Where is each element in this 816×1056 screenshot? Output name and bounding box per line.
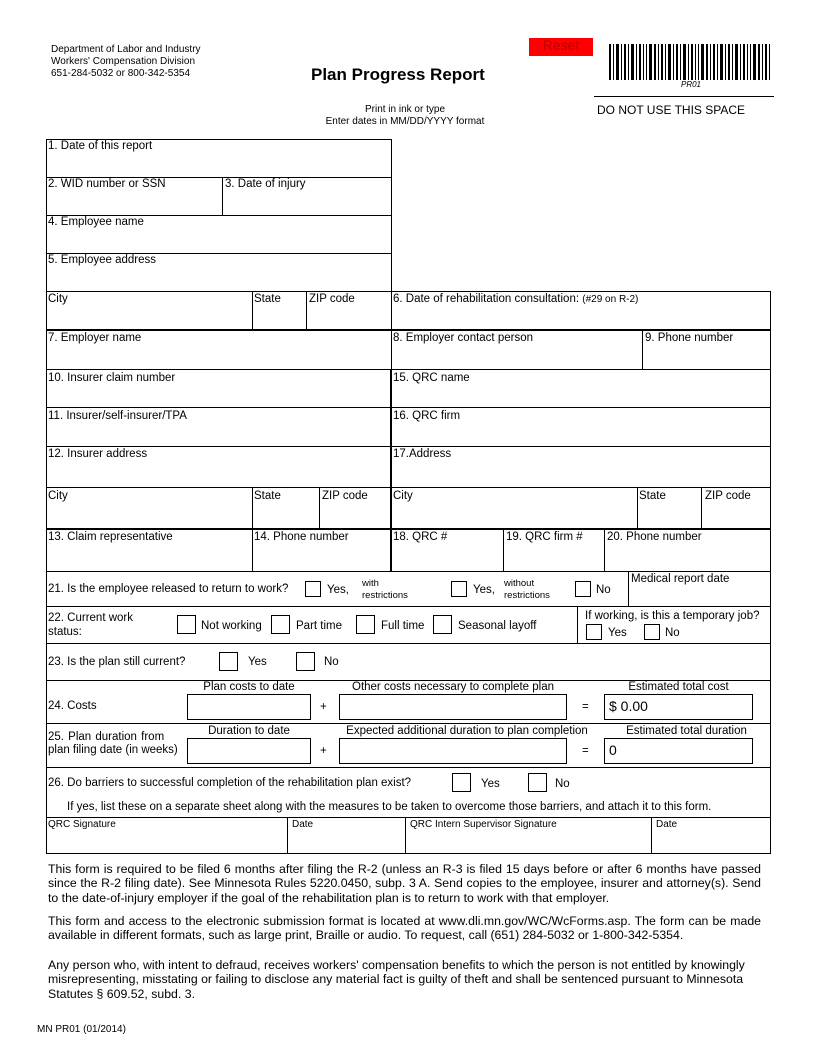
dept-line-1: Department of Labor and Industry	[51, 44, 201, 55]
filing-instructions-paragraph: This form is required to be filed 6 months after filing the R-2 (unless an R-3 is filed 15 days before or after 6 months have passed since the R-2 filing date). See Minnesota Rules 5220.0450, subp. 3 A. Send copies to the employee, insurer and attorney(s). Send to the date-of-injury employer if the goal of the rehabilitation plan is to return to work with that employer.	[48, 862, 761, 905]
intern-supervisor-signature-label: QRC Intern Supervisor Signature	[410, 819, 557, 830]
other-costs-header: Other costs necessary to complete plan	[352, 681, 554, 693]
rehab-consultation-text: 6. Date of rehabilitation consultation:	[393, 293, 580, 305]
dept-line-2: Workers' Compensation Division	[51, 56, 195, 67]
claim-rep-label: 13. Claim representative	[48, 531, 173, 543]
insurer-city-label: City	[48, 490, 68, 502]
q21-with-label: with	[362, 578, 379, 589]
additional-duration-header: Expected additional duration to plan completion	[346, 725, 588, 737]
form-id: MN PR01 (01/2014)	[37, 1024, 126, 1035]
intern-signature-date-label: Date	[656, 819, 678, 830]
rehab-consultation-note: (#29 on R-2)	[582, 294, 639, 305]
q21-yes-without-label: Yes,	[473, 584, 495, 596]
estimated-total-cost-input[interactable]: $ 0.00	[604, 694, 753, 720]
q21-label: 21. Is the employee released to return to work?	[48, 583, 289, 595]
plan-current-no-label: No	[324, 656, 339, 668]
q21-without-restrictions-label: restrictions	[504, 590, 550, 601]
q21-no-checkbox[interactable]	[575, 581, 591, 597]
temp-job-no-checkbox[interactable]	[644, 624, 660, 640]
employer-contact-label: 8. Employer contact person	[393, 332, 533, 344]
employee-address-label: 5. Employee address	[48, 254, 157, 266]
barriers-yes-checkbox[interactable]	[452, 773, 471, 792]
temp-job-yes-checkbox[interactable]	[586, 624, 602, 640]
q21-without-label: without	[504, 578, 535, 589]
q21-no-label: No	[596, 584, 611, 596]
employee-city-label: City	[48, 293, 68, 305]
part-time-checkbox[interactable]	[271, 615, 290, 634]
costs-equals: =	[582, 701, 589, 713]
insurer-address-label: 12. Insurer address	[48, 448, 148, 460]
plan-current-yes-checkbox[interactable]	[219, 652, 238, 671]
seasonal-layoff-checkbox[interactable]	[433, 615, 452, 634]
qrc-name-label: 15. QRC name	[393, 372, 470, 384]
qrc-address-label: 17.Address	[393, 448, 452, 460]
barcode-text: PR01	[680, 80, 701, 89]
employee-state-label: State	[254, 293, 281, 305]
do-not-use-space: DO NOT USE THIS SPACE	[597, 103, 746, 117]
q23-label: 23. Is the plan still current?	[48, 656, 186, 668]
plan-costs-header: Plan costs to date	[203, 681, 295, 693]
form-access-paragraph: This form and access to the electronic submission format is located at www.dli.mn.gov/WC/WcForms.asp. The form can be made available in different formats, such as large print, Braille or audio. To request, call (651) 284-5032 or 1-800-342-5354.	[48, 914, 761, 943]
date-of-report-label: 1. Date of this report	[48, 140, 153, 152]
not-working-label: Not working	[201, 620, 262, 632]
costs-plus: +	[320, 701, 327, 713]
full-time-checkbox[interactable]	[356, 615, 375, 634]
fraud-warning-paragraph: Any person who, with intent to defraud, receives workers' compensation benefits to which the person is not entitled by knowingly misrepresenting, misstating or failing to disclose any material fact is guilty of theft and shall be sentenced pursuant to Minnesota Statutes § 609.52, subd. 3.	[48, 958, 745, 1001]
employer-phone-label: 9. Phone number	[645, 332, 734, 344]
plan-current-no-checkbox[interactable]	[296, 652, 315, 671]
duration-to-date-input[interactable]	[187, 738, 311, 764]
q21-yes-without-checkbox[interactable]	[451, 581, 467, 597]
q21-with-restrictions-label: restrictions	[362, 590, 408, 601]
employee-zip-label: ZIP code	[309, 293, 355, 305]
barriers-no-checkbox[interactable]	[528, 773, 547, 792]
employee-name-label: 4. Employee name	[48, 216, 144, 228]
q22-label-line2: status:	[48, 626, 82, 638]
reset-button[interactable]: Reset	[529, 38, 593, 56]
duration-plus: +	[320, 745, 327, 757]
barcode	[607, 42, 775, 94]
estimated-total-cost-header: Estimated total cost	[628, 681, 729, 693]
medical-report-date-label: Medical report date	[631, 573, 730, 585]
employer-name-label: 7. Employer name	[48, 332, 142, 344]
qrc-signature-date-label: Date	[292, 819, 314, 830]
estimated-total-duration-input[interactable]: 0	[604, 738, 753, 764]
insurer-claim-number-label: 10. Insurer claim number	[48, 372, 176, 384]
seasonal-layoff-label: Seasonal layoff	[458, 620, 537, 632]
qrc-signature-label: QRC Signature	[48, 819, 116, 830]
page-title: Plan Progress Report	[311, 65, 485, 84]
qrc-number-label: 18. QRC #	[393, 531, 448, 543]
instruction-dates: Enter dates in MM/DD/YYYY format	[325, 116, 485, 127]
plan-current-yes-label: Yes	[248, 656, 267, 668]
not-working-checkbox[interactable]	[177, 615, 196, 634]
barriers-no-label: No	[555, 778, 570, 790]
costs-label: 24. Costs	[48, 700, 97, 712]
insurer-tpa-label: 11. Insurer/self-insurer/TPA	[48, 410, 187, 422]
duration-label-line1: 25. Plan duration from	[48, 731, 165, 743]
other-costs-input[interactable]	[339, 694, 567, 720]
dept-line-3: 651-284-5032 or 800-342-5354	[51, 68, 190, 79]
estimated-total-duration-header: Estimated total duration	[626, 725, 747, 737]
wid-ssn-label: 2. WID number or SSN	[48, 178, 166, 190]
insurer-state-label: State	[254, 490, 281, 502]
plan-costs-input[interactable]	[187, 694, 311, 720]
q21-yes-with-label: Yes,	[327, 584, 349, 596]
qrc-phone-label: 20. Phone number	[607, 531, 702, 543]
barriers-yes-label: Yes	[481, 778, 500, 790]
temp-job-yes-label: Yes	[608, 627, 627, 639]
temp-job-no-label: No	[665, 627, 680, 639]
additional-duration-input[interactable]	[339, 738, 567, 764]
part-time-label: Part time	[296, 620, 343, 632]
q26-label: 26. Do barriers to successful completion of the rehabilitation plan exist?	[48, 777, 412, 789]
qrc-city-label: City	[393, 490, 413, 502]
barriers-note: If yes, list these on a separate sheet along with the measures to be taken to overcome those barriers, and attach it to this form.	[67, 801, 712, 813]
claim-rep-phone-label: 14. Phone number	[254, 531, 349, 543]
qrc-zip-label: ZIP code	[705, 490, 751, 502]
rehab-consultation-label	[393, 293, 638, 306]
q21-yes-with-checkbox[interactable]	[305, 581, 321, 597]
duration-label-line2: plan filing date (in weeks)	[48, 744, 178, 756]
qrc-firm-label: 16. QRC firm	[393, 410, 461, 422]
full-time-label: Full time	[381, 620, 425, 632]
insurer-zip-label: ZIP code	[322, 490, 368, 502]
qrc-firm-number-label: 19. QRC firm #	[506, 531, 583, 543]
instruction-ink: Print in ink or type	[364, 104, 446, 115]
date-of-injury-label: 3. Date of injury	[225, 178, 306, 190]
q22-label-line1: 22. Current work	[48, 612, 134, 624]
duration-to-date-header: Duration to date	[208, 725, 290, 737]
qrc-state-label: State	[639, 490, 666, 502]
duration-equals: =	[582, 745, 589, 757]
temporary-job-question: If working, is this a temporary job?	[585, 610, 760, 622]
